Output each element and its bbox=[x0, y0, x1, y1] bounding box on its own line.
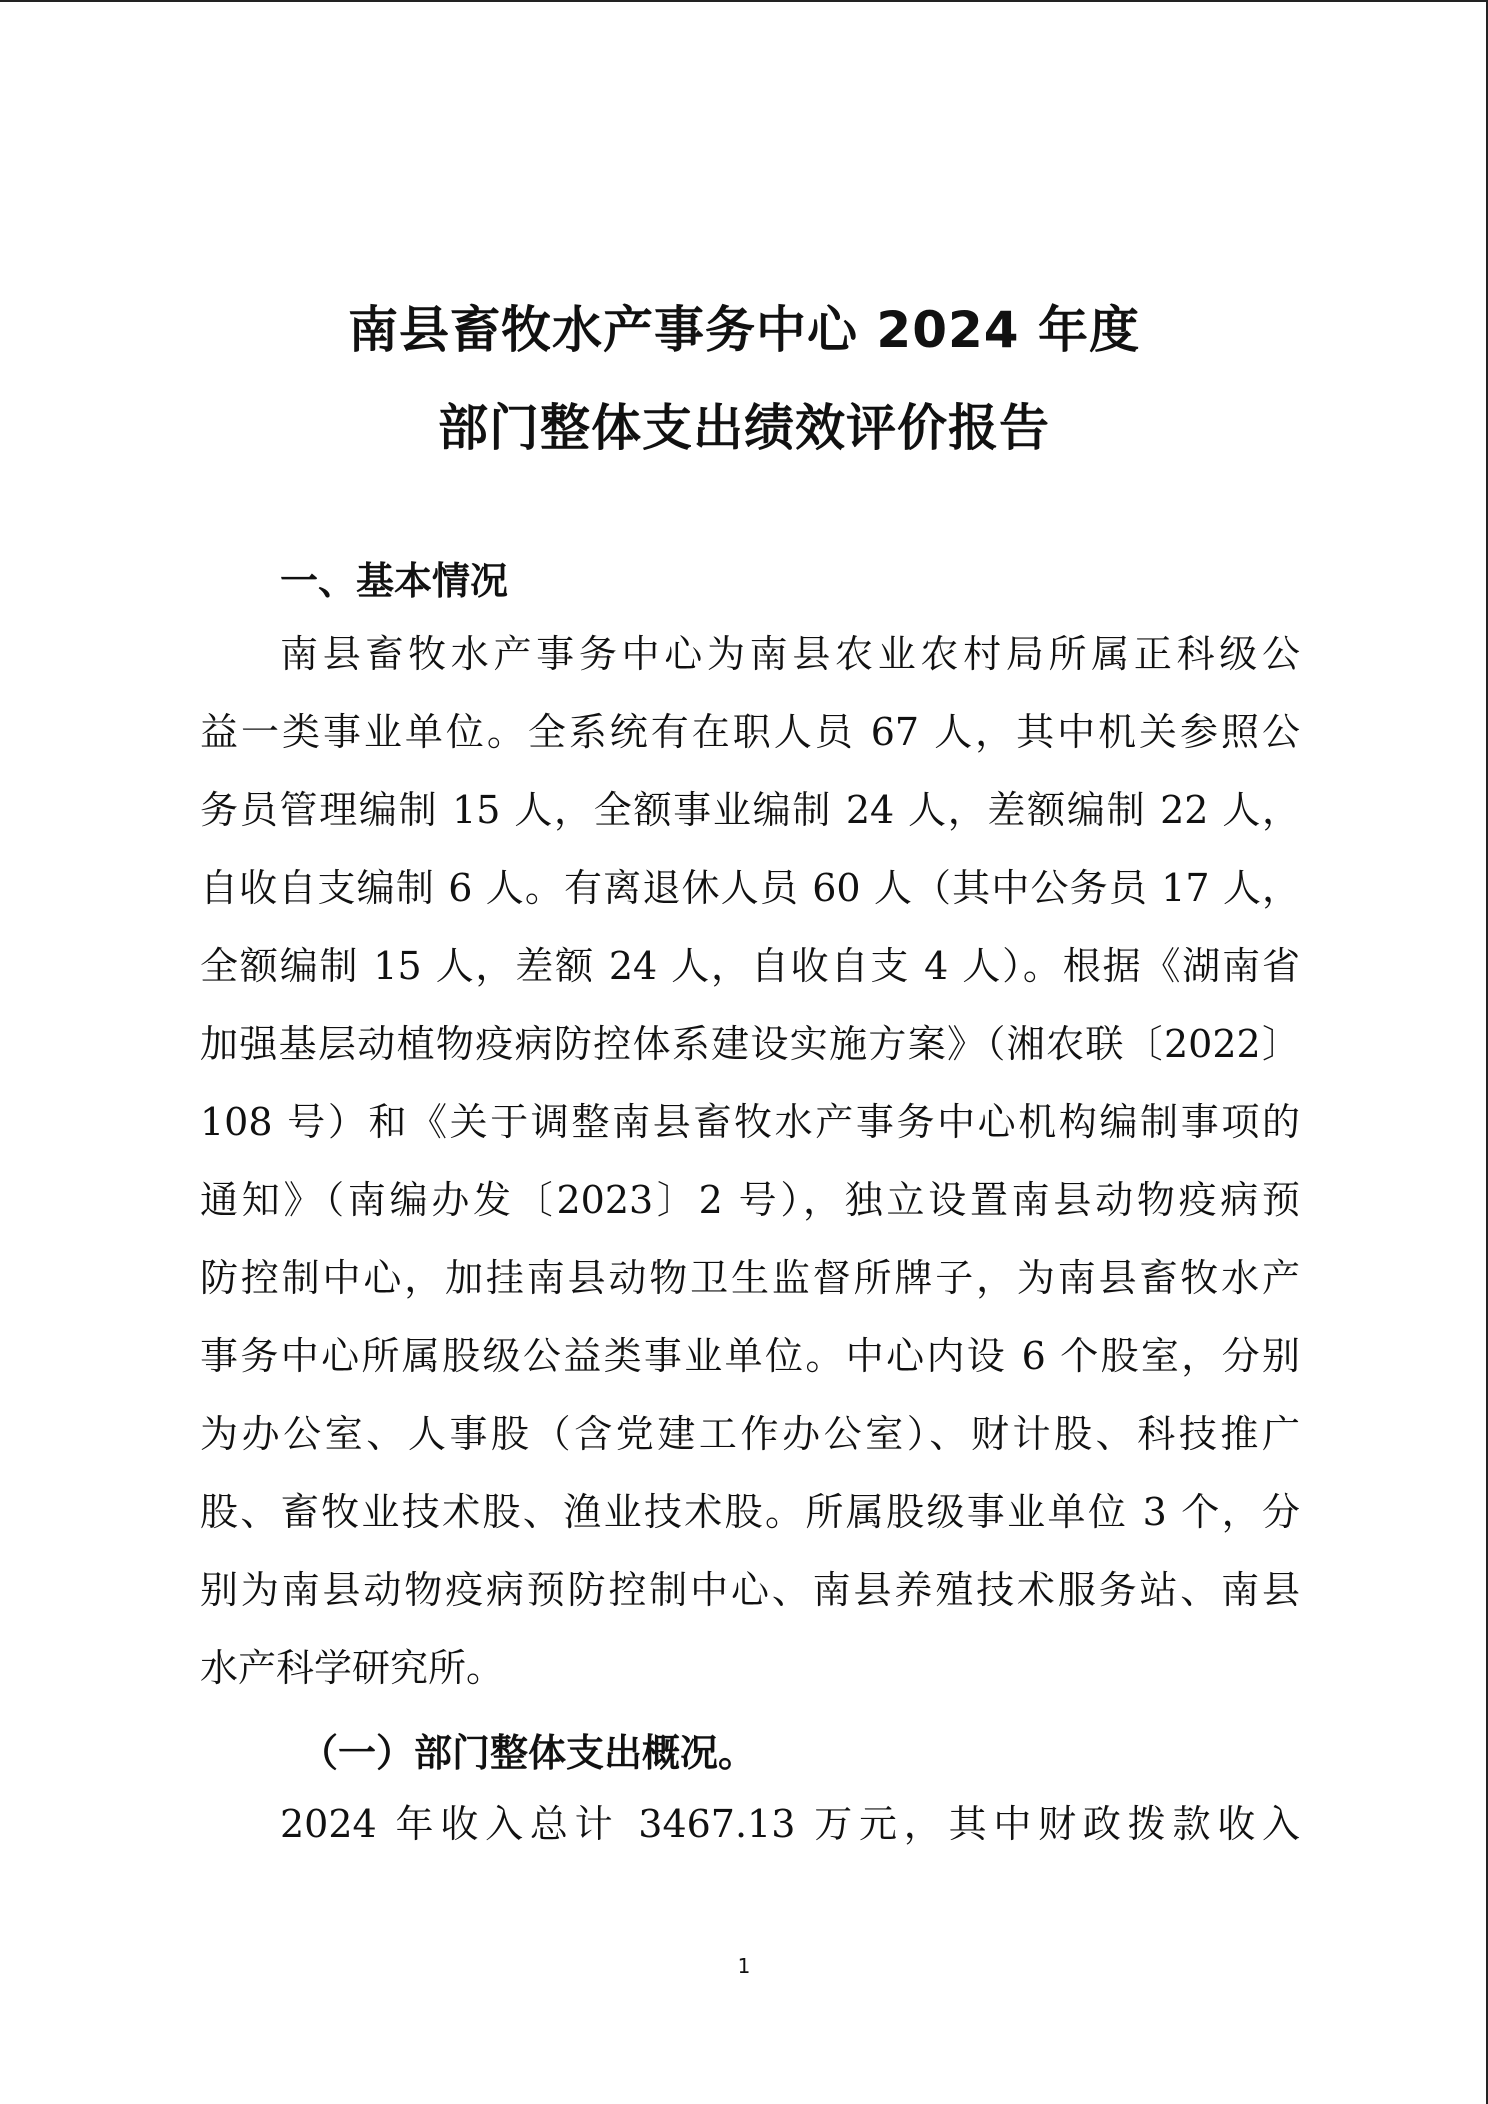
document-title-line-1: 南县畜牧水产事务中心 2024 年度 bbox=[348, 301, 1140, 359]
paragraph-line: 108 号）和《关于调整南县畜牧水产事务中心机构编制事项的 bbox=[200, 1100, 1300, 1144]
paragraph-line: 防控制中心，加挂南县动物卫生监督所牌子，为南县畜牧水产 bbox=[200, 1256, 1300, 1300]
paragraph-line: 加强基层动植物疫病防控体系建设实施方案》（湘农联〔2022〕 bbox=[200, 1022, 1300, 1066]
paragraph-line: 2024 年收入总计 3467.13 万元，其中财政拨款收入 bbox=[280, 1802, 1300, 1846]
paragraph-line: 事务中心所属股级公益类事业单位。中心内设 6 个股室，分别 bbox=[200, 1334, 1300, 1378]
paragraph-line: 通知》（南编办发〔2023〕2 号），独立设置南县动物疫病预 bbox=[200, 1178, 1300, 1222]
page-number: 1 bbox=[737, 1954, 751, 1978]
paragraph-line: 自收自支编制 6 人。有离退休人员 60 人（其中公务员 17 人， bbox=[200, 866, 1300, 910]
paragraph-line: 益一类事业单位。全系统有在职人员 67 人，其中机关参照公 bbox=[200, 710, 1300, 754]
paragraph-line: 股、畜牧业技术股、渔业技术股。所属股级事业单位 3 个，分 bbox=[200, 1490, 1300, 1534]
document-title-line-2: 部门整体支出绩效评价报告 bbox=[438, 399, 1050, 457]
paragraph-line: 为办公室、人事股（含党建工作办公室）、财计股、科技推广 bbox=[200, 1412, 1300, 1456]
paragraph-line: 水产科学研究所。 bbox=[200, 1646, 505, 1690]
paragraph-line: 南县畜牧水产事务中心为南县农业农村局所属正科级公 bbox=[280, 632, 1300, 676]
section-heading-basic-info: 一、基本情况 bbox=[280, 559, 509, 603]
paragraph-line: 别为南县动物疫病预防控制中心、南县养殖技术服务站、南县 bbox=[200, 1568, 1300, 1612]
paragraph-line: 务员管理编制 15 人，全额事业编制 24 人，差额编制 22 人， bbox=[200, 788, 1300, 832]
paragraph-line: 全额编制 15 人，差额 24 人，自收自支 4 人）。根据《湖南省 bbox=[200, 944, 1300, 988]
subsection-heading-expenditure-overview: （一）部门整体支出概况。 bbox=[300, 1731, 757, 1775]
